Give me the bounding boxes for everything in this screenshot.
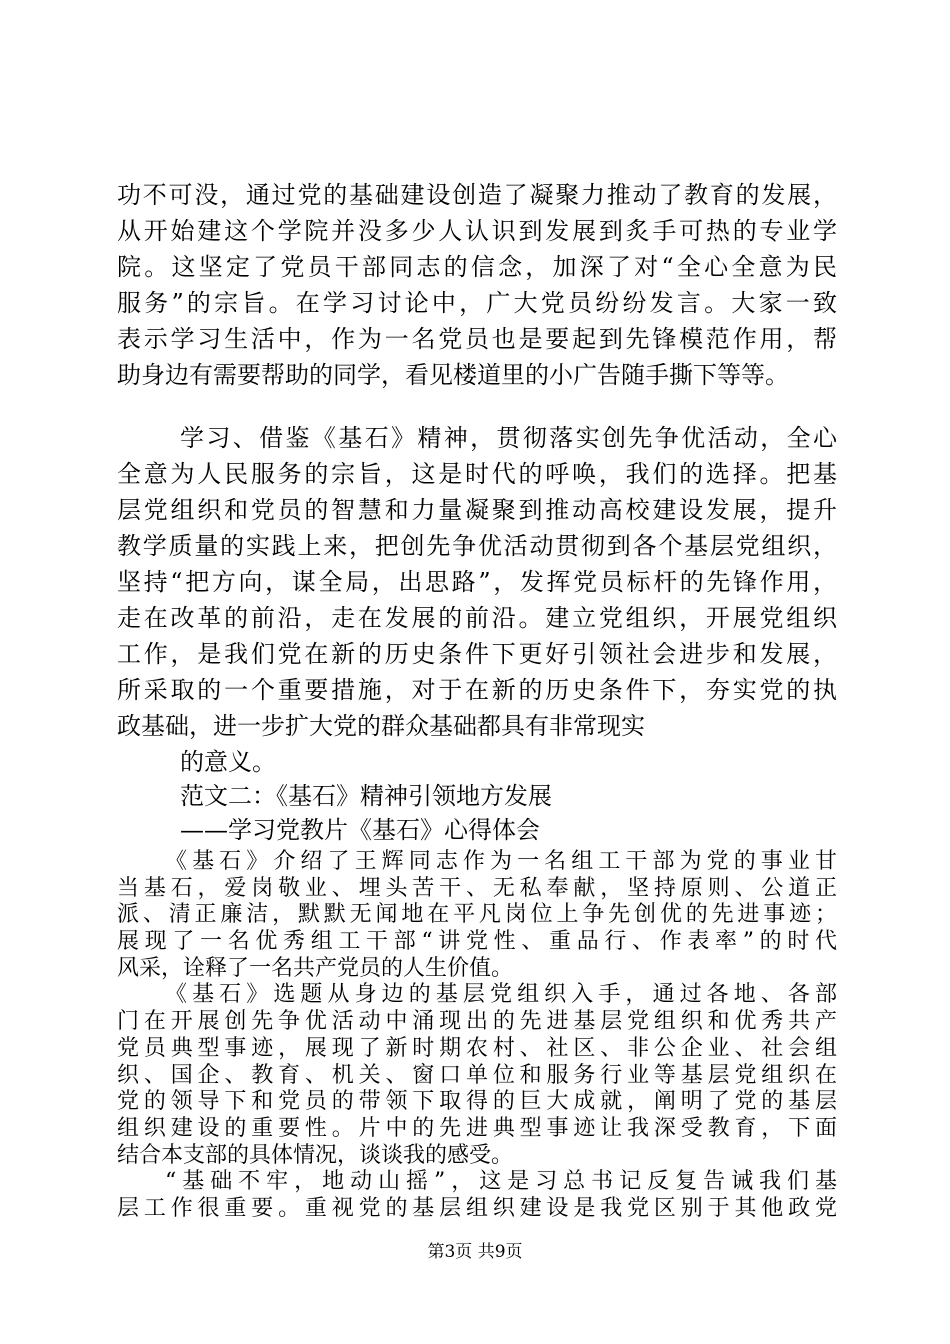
paragraph-line: 教学质量的实践上来，把创先争优活动贯彻到各个基层党组织， — [117, 532, 837, 560]
paragraph-line: 服务”的宗旨。在学习讨论中，广大党员纷纷发言。大家一致 — [117, 289, 837, 317]
paragraph-line: 展现了一名优秀组工干部“讲党性、重品行、作表率”的时代 — [117, 929, 837, 955]
paragraph-line: 织、国企、教育、机关、窗口单位和服务行业等基层党组织在 — [117, 1062, 837, 1088]
paragraph-line: 院。这坚定了党员干部同志的信念，加深了对“全心全意为民 — [117, 253, 837, 281]
paragraph-line: 层党组织和党员的智慧和力量凝聚到推动高校建设发展，提升 — [117, 496, 837, 524]
paragraph-line: 党的领导下和党员的带领下取得的巨大成就，阐明了党的基层 — [117, 1089, 837, 1115]
paragraph-line: “基础不牢，地动山摇”，这是习总书记反复告诫我们基 — [165, 1169, 837, 1195]
section-subtitle: ——学习党教片《基石》心得体会 — [180, 816, 540, 844]
paragraph-line: 层工作很重要。重视党的基层组织建设是我党区别于其他政党 — [117, 1196, 837, 1221]
paragraph-line: 学习、借鉴《基石》精神，贯彻落实创先争优活动，全心 — [180, 424, 837, 452]
paragraph-line: 坚持“把方向，谋全局，出思路”，发挥党员标杆的先锋作用， — [117, 568, 837, 596]
paragraph-line: 全意为人民服务的宗旨，这是时代的呼唤，我们的选择。把基 — [117, 460, 837, 488]
paragraph-line: 所采取的一个重要措施，对于在新的历史条件下，夯实党的执 — [117, 676, 837, 704]
paragraph-line: 走在改革的前沿，走在发展的前沿。建立党组织，开展党组织 — [117, 604, 837, 632]
page-footer: 第3页 共9页 — [427, 1242, 523, 1262]
paragraph-line: 当基石，爱岗敬业、埋头苦干、无私奉献，坚持原则、公道正 — [117, 875, 837, 901]
paragraph-line: 助身边有需要帮助的同学，看见楼道里的小广告随手撕下等等。 — [117, 361, 789, 389]
paragraph-line: 组织建设的重要性。片中的先进典型事迹让我深受教育，下面 — [117, 1115, 837, 1141]
section-title: 范文二：《基石》精神引领地方发展 — [180, 782, 552, 810]
paragraph-line: 功不可没，通过党的基础建设创造了凝聚力推动了教育的发展， — [117, 181, 837, 209]
paragraph-line: 风采，诠释了一名共产党员的人生价值。 — [117, 955, 514, 981]
paragraph-line: 《基石》介绍了王辉同志作为一名组工干部为党的事业甘 — [165, 849, 837, 874]
paragraph-line: 从开始建这个学院并没多少人认识到发展到炙手可热的专业学 — [117, 217, 837, 245]
paragraph-line: 的意义。 — [180, 748, 276, 776]
paragraph-line: 党员典型事迹，展现了新时期农村、社区、非公企业、社会组 — [117, 1035, 837, 1061]
paragraph-line: 《基石》选题从身边的基层党组织入手，通过各地、各部 — [165, 982, 837, 1008]
paragraph-line: 表示学习生活中，作为一名党员也是要起到先锋模范作用，帮 — [117, 325, 837, 353]
paragraph-line: 派、清正廉洁，默默无闻地在平凡岗位上争先创优的先进事迹； — [117, 902, 837, 928]
paragraph-line: 结合本支部的具体情况，谈谈我的感受。 — [117, 1142, 514, 1168]
paragraph-line: 门在开展创先争优活动中涌现出的先进基层党组织和优秀共产 — [117, 1009, 837, 1035]
paragraph-line: 工作，是我们党在新的历史条件下更好引领社会进步和发展， — [117, 640, 837, 668]
paragraph-line: 政基础，进一步扩大党的群众基础都具有非常现实 — [117, 712, 645, 740]
